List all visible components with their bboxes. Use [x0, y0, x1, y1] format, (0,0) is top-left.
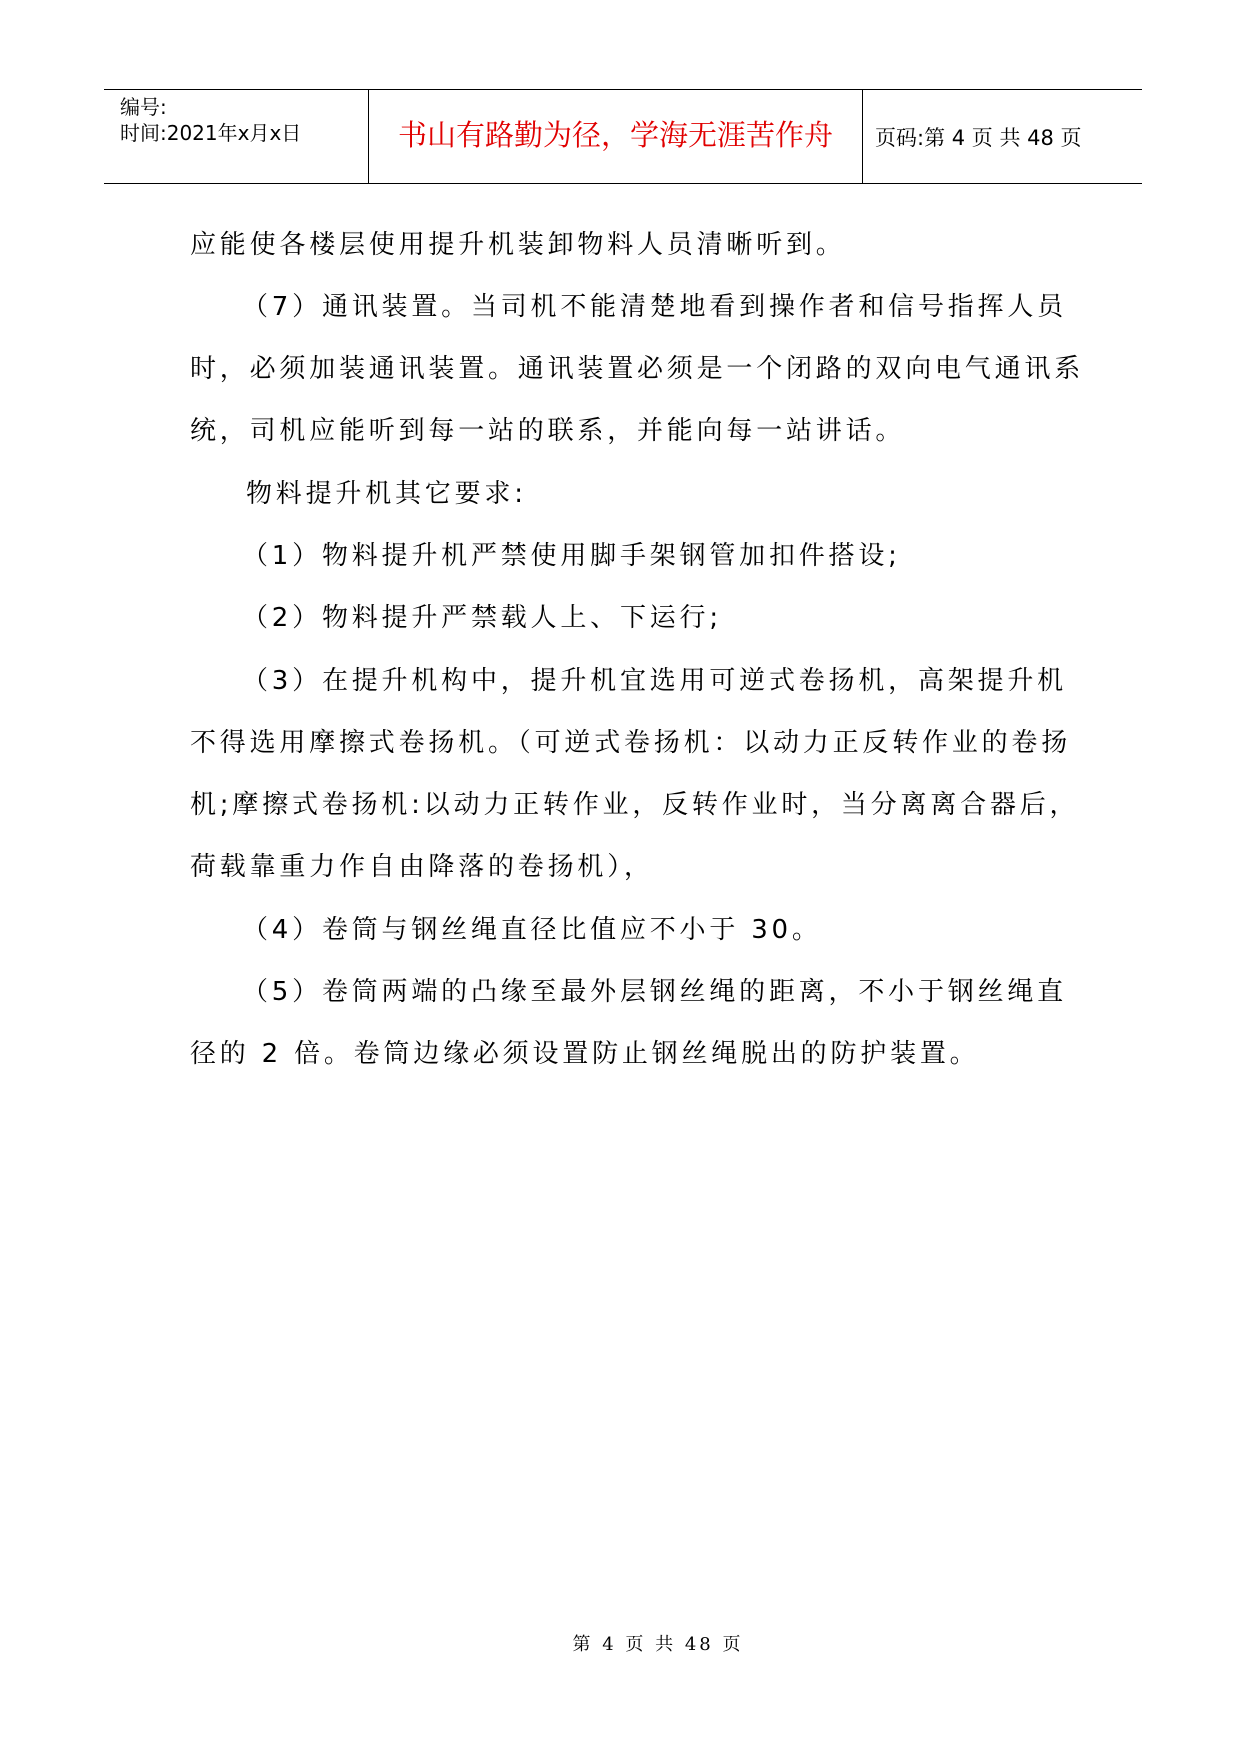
body-line: （5）卷筒两端的凸缘至最外层钢丝绳的距离，不小于钢丝绳直 — [242, 977, 1067, 1007]
time-label: 时间:2021年x月x日 — [120, 121, 302, 145]
body-line: 不得选用摩擦式卷扬机。（可逆式卷扬机：以动力正反转作业的卷扬 — [190, 728, 1072, 758]
body-line: 荷载靠重力作自由降落的卷扬机）， — [190, 852, 654, 882]
body-line: （7）通讯装置。当司机不能清楚地看到操作者和信号指挥人员 — [242, 292, 1067, 322]
body-line: （3）在提升机构中，提升机宜选用可逆式卷扬机，高架提升机 — [242, 666, 1067, 696]
header-left-cell — [104, 90, 369, 183]
body-line: 时，必须加装通讯装置。通讯装置必须是一个闭路的双向电气通讯系 — [190, 354, 1085, 384]
body-line: 统，司机应能听到每一站的联系，并能向每一站讲话。 — [190, 416, 906, 446]
header-page-info: 页码:第 4 页 共 48 页 — [875, 126, 1082, 150]
body-line: （2）物料提升严禁载人上、下运行; — [242, 603, 722, 633]
body-line: 物料提升机其它要求: — [246, 479, 527, 509]
header-right-cell — [863, 90, 1142, 183]
body-line: 机;摩擦式卷扬机:以动力正转作业，反转作业时，当分离离合器后， — [190, 790, 1080, 820]
number-label: 编号: — [120, 95, 167, 119]
body-line: 径的 2 倍。卷筒边缘必须设置防止钢丝绳脱出的防护装置。 — [190, 1039, 980, 1069]
header-motto: 书山有路勤为径，学海无涯苦作舟 — [397, 118, 833, 152]
document-header — [104, 89, 1142, 184]
page-footer: 第 4 页 共 48 页 — [572, 1634, 744, 1655]
body-line: （4）卷筒与钢丝绳直径比值应不小于 30。 — [242, 915, 822, 945]
header-motto-cell — [369, 90, 863, 183]
body-line: （1）物料提升机严禁使用脚手架钢管加扣件搭设; — [242, 541, 901, 571]
body-line: 应能使各楼层使用提升机装卸物料人员清晰听到。 — [190, 230, 846, 260]
